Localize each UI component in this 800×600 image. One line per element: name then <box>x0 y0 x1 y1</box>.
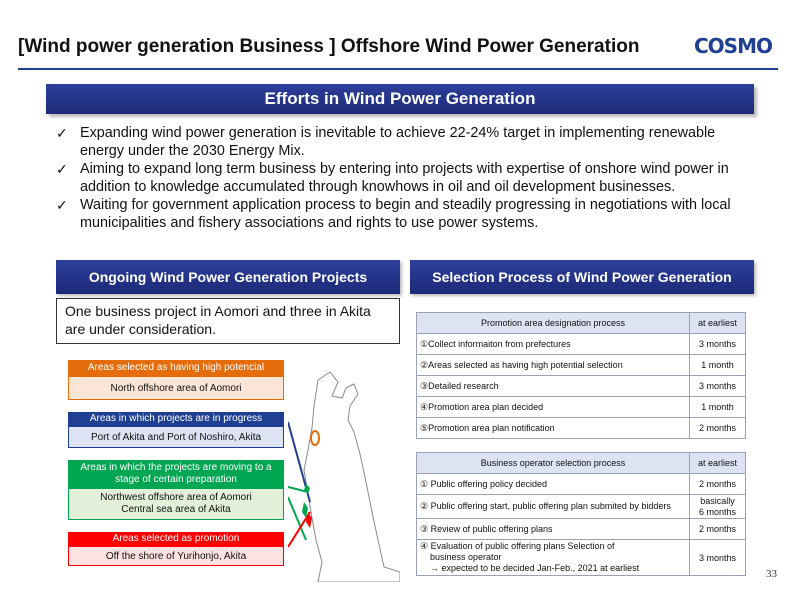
table-row: ② Public offering start, public offering plan submited by bidders basically 6 months <box>417 495 746 519</box>
bullet-item: ✓ Aiming to expand long term business by entering into projects with expertise of onshore wind power in addition to knowledge accumulated through knowhows in oil and oil development businesses. <box>56 161 729 195</box>
table-row: ⑤Promotion area plan notification 2 months <box>417 418 746 439</box>
table-row: ① Public offering policy decided 2 months <box>417 474 746 495</box>
title-underline <box>18 68 778 70</box>
check-icon: ✓ <box>56 161 68 177</box>
table-header-cell: at earliest <box>690 453 746 474</box>
efforts-bullet-list <box>56 124 746 232</box>
table-row: ④Promotion area plan decided 1 month <box>417 397 746 418</box>
table-header-cell: Business operator selection process <box>417 453 690 474</box>
table-header-cell: Promotion area designation process <box>417 313 690 334</box>
legend-location-preparation: Northwest offshore area of Aomori Central sea area of Akita <box>68 488 284 520</box>
table-header-cell: at earliest <box>690 313 746 334</box>
map-landmass <box>304 372 400 582</box>
operator-selection-table <box>416 452 746 576</box>
pointer-line-red <box>288 512 310 547</box>
legend-category-high-potential: Areas selected as having high potencial <box>68 360 284 376</box>
table-row: ①Collect informaiton from prefectures 3 months <box>417 334 746 355</box>
check-icon: ✓ <box>56 197 68 213</box>
table-row: ②Areas selected as having high potential selection 1 month <box>417 355 746 376</box>
check-icon: ✓ <box>56 125 68 141</box>
legend-category-in-progress: Areas in which projects are in progress <box>68 412 284 426</box>
bullet-item: ✓ Expanding wind power generation is inevitable to achieve 22-24% target in implementing renewable energy under the 2030 Energy Mix. <box>56 125 716 159</box>
table-header-row <box>417 453 746 474</box>
legend-location-high-potential: North offshore area of Aomori <box>68 376 284 400</box>
table-row: ④ Evaluation of public offering plans Selection of business operator → expected to be decided Jan-Feb., 2021 at earliest 3 months <box>417 540 746 576</box>
legend-location-in-progress: Port of Akita and Port of Noshiro, Akita <box>68 426 284 448</box>
legend-category-promotion: Areas selected as promotion <box>68 532 284 546</box>
projects-summary-box: One business project in Aomori and three in Akita are under consideration. <box>56 298 400 344</box>
bullet-item: ✓ Waiting for government application process to begin and steadily progressing in negotiations with local municipalities and fishery associations and rights to use power systems. <box>56 197 731 231</box>
table-row: ③Detailed research 3 months <box>417 376 746 397</box>
selection-process-heading: Selection Process of Wind Power Generation <box>410 260 754 294</box>
table-row: ③ Review of public offering plans 2 months <box>417 519 746 540</box>
tohoku-map <box>288 362 400 582</box>
legend-category-preparation: Areas in which the projects are moving to a stage of certain preparation <box>68 460 284 488</box>
cosmo-logo: COSMO <box>694 34 772 58</box>
ongoing-projects-heading: Ongoing Wind Power Generation Projects <box>56 260 400 294</box>
slide-title: [Wind power generation Business ] Offshore Wind Power Generation <box>18 36 640 57</box>
page-number: 33 <box>766 568 777 580</box>
table-header-row <box>417 313 746 334</box>
efforts-banner: Efforts in Wind Power Generation <box>46 84 754 114</box>
promotion-area-table <box>416 312 746 439</box>
legend-location-promotion: Off the shore of Yurihonjo, Akita <box>68 546 284 566</box>
